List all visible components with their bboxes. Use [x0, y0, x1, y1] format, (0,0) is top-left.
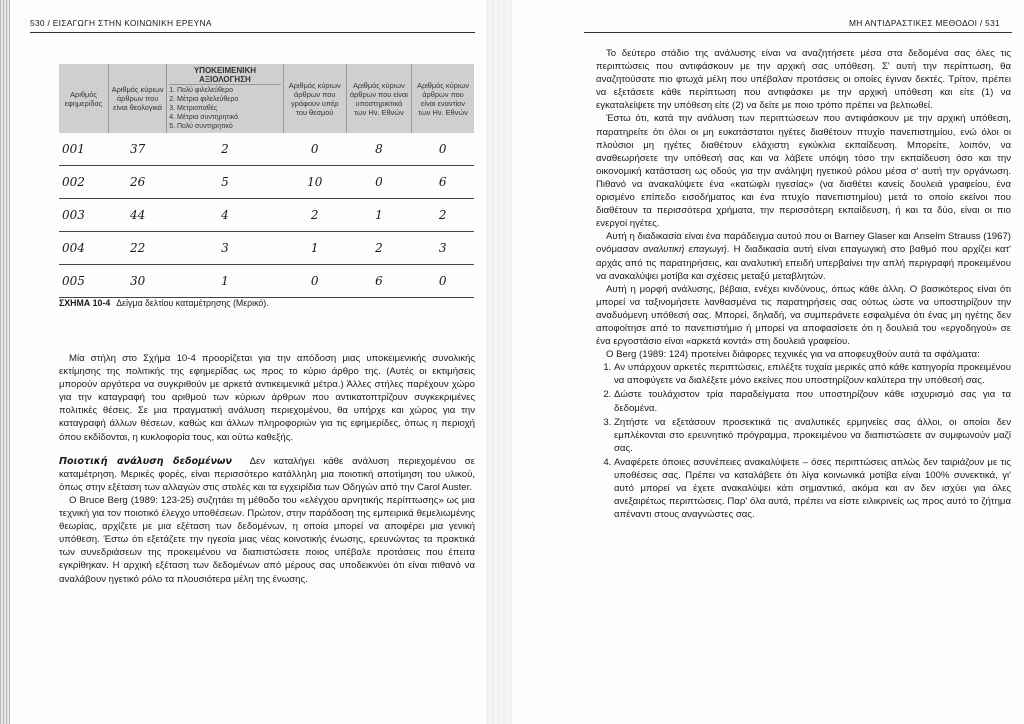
cell: 2	[412, 199, 475, 232]
cell: 2	[283, 199, 346, 232]
cell: 4	[167, 199, 283, 232]
paragraph: Έστω ότι, κατά την ανάλυση των περιπτώσεων που αντιφάσκουν με την αρχική υπόθεση, παρατηρείτε ότι όλοι οι μη ευκατάστατοι ηγέτες διαθέτουν πτυχίο πανεπιστημίου, ενώ όλοι οι πλούσιοι μη ηγέτες διαθέτουν ελάχιστη εγκύκλια εκπαίδευση. Μπορείτε, λοιπόν, να αναθεωρήσετε την υπόθεσή σας και να λάβετε υπόψη τόσο την εκπαίδευση όσο και την οικονομική κατάσταση ως οδούς για την ανάληψη ηγετικού ρόλου μέσα σ' αυτή την οργάνωση. Πιθανό να ανακαλύψετε ένα «κατώφλι ηγεσίας» (να διαθέτει κανείς δουλειά γραφείου, ένα ορισμένο επίπεδο εισοδήματος και ένα πτυχίο πανεπιστημίου) μετά το οποίο εκείνοι που διαθέτουν τα περισσότερα χρήματα, την περισσότερη εκπαίδευση, ή και τα δύο, είναι οι πιο ενεργοί ηγέτες.	[596, 113, 1011, 230]
figure-caption	[59, 298, 269, 308]
header-col4: Αριθμός κύριων άρθρων που γράφουν υπέρ του θεσμού	[283, 64, 346, 133]
cell: 30	[109, 265, 167, 298]
paragraph: Ο Bruce Berg (1989: 123-25) συζητάει τη μέθοδο του «ελέγχου αρνητικής περίπτωσης» ως μια τεχνική για τον ποιοτικό έλεγχο υποθέσεων. Πρώτον, στην παράδοση της εμπειρικά θεμελιωμένης θεωρίας, αρχίζετε με μια εξέταση των δεδομένων, η οποία μπορεί να αποφέρει μια γενική υπόθεση. Έστω ότι εξετάζετε την ηγεσία μιας νέας κοινοτικής ένωσης, ερευνώντας τα πρακτικά των συνεδριάσεων της προκειμένου να διαπιστώσετε ποιος υπέβαλε προτάσεις που έπειτα εγκρίθηκαν. Η αρχική εξέταση των δεδομένων από μέρους σας υποδεικνύει ότι είναι πιθανό να αναλάβουν ηγετικό ρόλο τα πλουσιότερα μέλη της ένωσης.	[59, 494, 475, 585]
caption-text: Δείγμα δελτίου καταμέτρησης (Μερικό).	[116, 298, 269, 308]
section-heading: Ποιοτική ανάλυση δεδομένων	[59, 455, 232, 467]
header-newspaper-id: Αριθμός εφημερίδας	[59, 64, 109, 133]
right-body-text	[596, 47, 1011, 522]
cell: 26	[109, 166, 167, 199]
tally-sheet-table	[59, 64, 474, 298]
table-row	[59, 265, 474, 298]
cell: 22	[109, 232, 167, 265]
cell: 1	[283, 232, 346, 265]
header-col6: Αριθμός κύριων άρθρων που είναι εναντίον των Ην. Εθνών	[412, 64, 475, 133]
row-id: 005	[59, 265, 109, 298]
paragraph-text: Δεν καταλήγει κάθε ανάλυση περιεχομένου σε καταμέτρηση. Μερικές φορές, είναι περισσότερο κατάλληλη μια ποιοτική αποτίμηση του υλικού, όπως στην εξέταση των αλλαγών στις στολές και τα εγχειρίδια των Οδηγών από την Carol Auster.	[59, 455, 475, 493]
cell: 0	[346, 166, 411, 199]
header-rule	[584, 32, 1012, 33]
header-articles: Αριθμός κύριων άρθρων που είναι θεολογικά	[109, 64, 167, 133]
cell: 37	[109, 133, 167, 166]
table-row	[59, 133, 474, 166]
header-subjective-evaluation	[167, 64, 283, 133]
row-id: 003	[59, 199, 109, 232]
list-item: 1. Αν υπάρχουν αρκετές περιπτώσεις, επιλέξτε τυχαία μερικές από κάθε κατηγορία προκειμένου να αποφύγετε να διαλέξετε μόνο εκείνες που υποστηρίζουν καλύτερα την υπόθεσή σας.	[614, 361, 1011, 387]
left-body-text	[59, 352, 475, 586]
cell: 2	[167, 133, 283, 166]
cell: 5	[167, 166, 283, 199]
row-id: 004	[59, 232, 109, 265]
table-row	[59, 232, 474, 265]
cell: 3	[167, 232, 283, 265]
right-page	[512, 0, 1024, 724]
cell: 44	[109, 199, 167, 232]
paragraph: Αυτή η μορφή ανάλυσης, βέβαια, ενέχει κινδύνους, όπως κάθε άλλη. Ο βασικότερος είναι ότι μπορεί να ταξινομήσετε λανθασμένα τις παρατηρήσεις σας ούτως ώστε να υποστηρίζουν την αναδυόμενη υπόθεσή σας. Μπορεί, δηλαδή, να συμπεράνετε εσφαλμένα ότι ένας μη ηγέτης δεν αποφοίτησε από το πανεπιστήμιο ή μπορεί να αποφασίσετε ότι η δουλειά του «εργοδηγού» σε ένα εργοστάσιο είναι «αρκετά κοντά» στη δουλειά γραφείου.	[596, 283, 1011, 348]
row-id: 001	[59, 133, 109, 166]
scale-item-2: 2. Μέτρια φιλελεύθερο	[169, 96, 239, 103]
paragraph-text: . Η διαδικασία αυτή είναι επαγωγική στο βαθμό που αρχίζει κατ' αρχάς από τις παρατηρήσεις, και αναλυτική επειδή υπερβαίνει την απλή περιγραφή προκειμένου να ανακαλύψει μοτίβα και σχέσεις μεταξύ μεταβλητών.	[596, 244, 1011, 282]
cell: 1	[346, 199, 411, 232]
cell: 1	[167, 265, 283, 298]
paragraph-text: Αυτή η διαδικασία είναι ένα παράδειγμα αυτού που οι Barney Glaser και Anselm Strauss (1967) ονόμασαν	[596, 231, 1011, 256]
row-id: 002	[59, 166, 109, 199]
list-item: 4. Αναφέρετε όποιες ασυνέπειες ανακαλύψετε – όσες περιπτώσεις απλώς δεν ταιριάζουν με τις υποθέσεις σας. Πρέπει να καταλάβετε ότι λίγα κοινωνικά μοτίβα είναι 100% συνεκτικά, γι' αυτό μπορεί να έχετε ανακαλύψει κάτι σημαντικό, ακόμα και αν δεν ισχύει για όλες ανεξαιρέτως περιπτώσεις. Παρ' όλα αυτά, πρέπει να είστε ειλικρινείς ως προς αυτό το ζήτημα απέναντι στους αναγνώστες σας.	[614, 456, 1011, 521]
table-row	[59, 166, 474, 199]
scale-item-3: 3. Μετριοπαθές	[169, 105, 218, 112]
paragraph: Το δεύτερο στάδιο της ανάλυσης είναι να αναζητήσετε μέσα στα δεδομένα σας όλες τις περιπτώσεις που αντιφάσκουν με την αρχική σας υπόθεση. Σ' αυτή την περίπτωση, θα αναζητούσατε πιο φτωχά μέλη που υπέβαλαν προτάσεις οι οποίες έγιναν δεκτές. Τρίτον, πρέπει να εξετάσετε κάθε περίπτωση που αντιφάσκει με την αρχική υπόθεση και είτε (1) να εγκαταλείψετε την υπόθεση είτε (2) να δείτε με ποιο τρόπο πρέπει να βελτιωθεί.	[596, 48, 1011, 112]
cell: 0	[412, 265, 475, 298]
cell: 10	[283, 166, 346, 199]
emphasis: αναλυτική επαγωγή	[643, 244, 727, 256]
running-head-right: ΜΗ ΑΝΤΙΔΡΑΣΤΙΚΕΣ ΜΕΘΟΔΟΙ / 531	[848, 18, 1000, 28]
scale-item-5: 5. Πολύ συντηρητικό	[169, 123, 233, 130]
paragraph	[59, 455, 475, 494]
cell: 0	[283, 133, 346, 166]
paragraph: O Berg (1989: 124) προτείνει διάφορες τεχνικές για να αποφευχθούν αυτά τα σφάλματα:	[606, 349, 980, 361]
cell: 0	[412, 133, 475, 166]
caption-label: ΣΧΗΜΑ 10-4	[59, 298, 111, 308]
table-row	[59, 199, 474, 232]
cell: 3	[412, 232, 475, 265]
header-subjective-title: ΥΠΟΚΕΙΜΕΝΙΚΗ ΑΞΙΟΛΟΓΗΣΗ	[169, 66, 280, 85]
cell: 8	[346, 133, 411, 166]
header-col5: Αριθμός κύριων άρθρων που είναι υποστηρικτικά των Ην. Εθνών	[346, 64, 411, 133]
running-head-left: 530 / ΕΙΣΑΓΩΓΗ ΣΤΗΝ ΚΟΙΝΩΝΙΚΗ ΕΡΕΥΝΑ	[30, 18, 212, 28]
cell: 2	[346, 232, 411, 265]
page-edge	[0, 0, 10, 724]
header-rule	[30, 32, 475, 33]
techniques-list	[596, 361, 1011, 521]
scale-item-1: 1. Πολύ φιλελεύθερο	[169, 87, 233, 94]
list-item: 3. Ζητήστε να εξετάσουν προσεκτικά τις αναλυτικές ερμηνείες σας άλλοι, οι οποίοι δεν εμπλέκονται στο ερευνητικό πρόγραμμα, προκειμένου να διαπιστώσετε αν συμφωνούν μαζί σας.	[614, 416, 1011, 455]
paragraph: Μία στήλη στο Σχήμα 10-4 προορίζεται για την απόδοση μιας υποκειμενικής συνολικής εκτίμησης της πολιτικής της εφημερίδας ως προς το κύριο άρθρο της. (Αυτές οι εκτιμήσεις μπορούν αργότερα να συγκριθούν με αρκετά αντικειμενικά μέτρα.) Άλλες στήλες παρέχουν χώρο για την καταγραφή του αριθμού των κύριων άρθρων που αντικατοπτρίζουν συγκεκριμένες πολιτικές θέσεις. Σε μια πραγματική ανάλυση περιεχομένου, θα υπήρχε και χώρος για την καταγραφή άλλων θέσεων, καθώς και άλλων πληροφοριών για τις εφημερίδες, όπως η περιοχή όπου εκδίδονται, η κυκλοφορία τους, και ούτω καθεξής.	[59, 353, 475, 443]
cell: 6	[346, 265, 411, 298]
cell: 6	[412, 166, 475, 199]
scale-item-4: 4. Μέτρια συντηρητικό	[169, 114, 239, 121]
list-item: 2. Δώστε τουλάχιστον τρία παραδείγματα που υποστηρίζουν κάθε ισχυρισμό σας για τα δεδομένα.	[614, 388, 1011, 414]
paragraph	[596, 230, 1011, 282]
cell: 0	[283, 265, 346, 298]
